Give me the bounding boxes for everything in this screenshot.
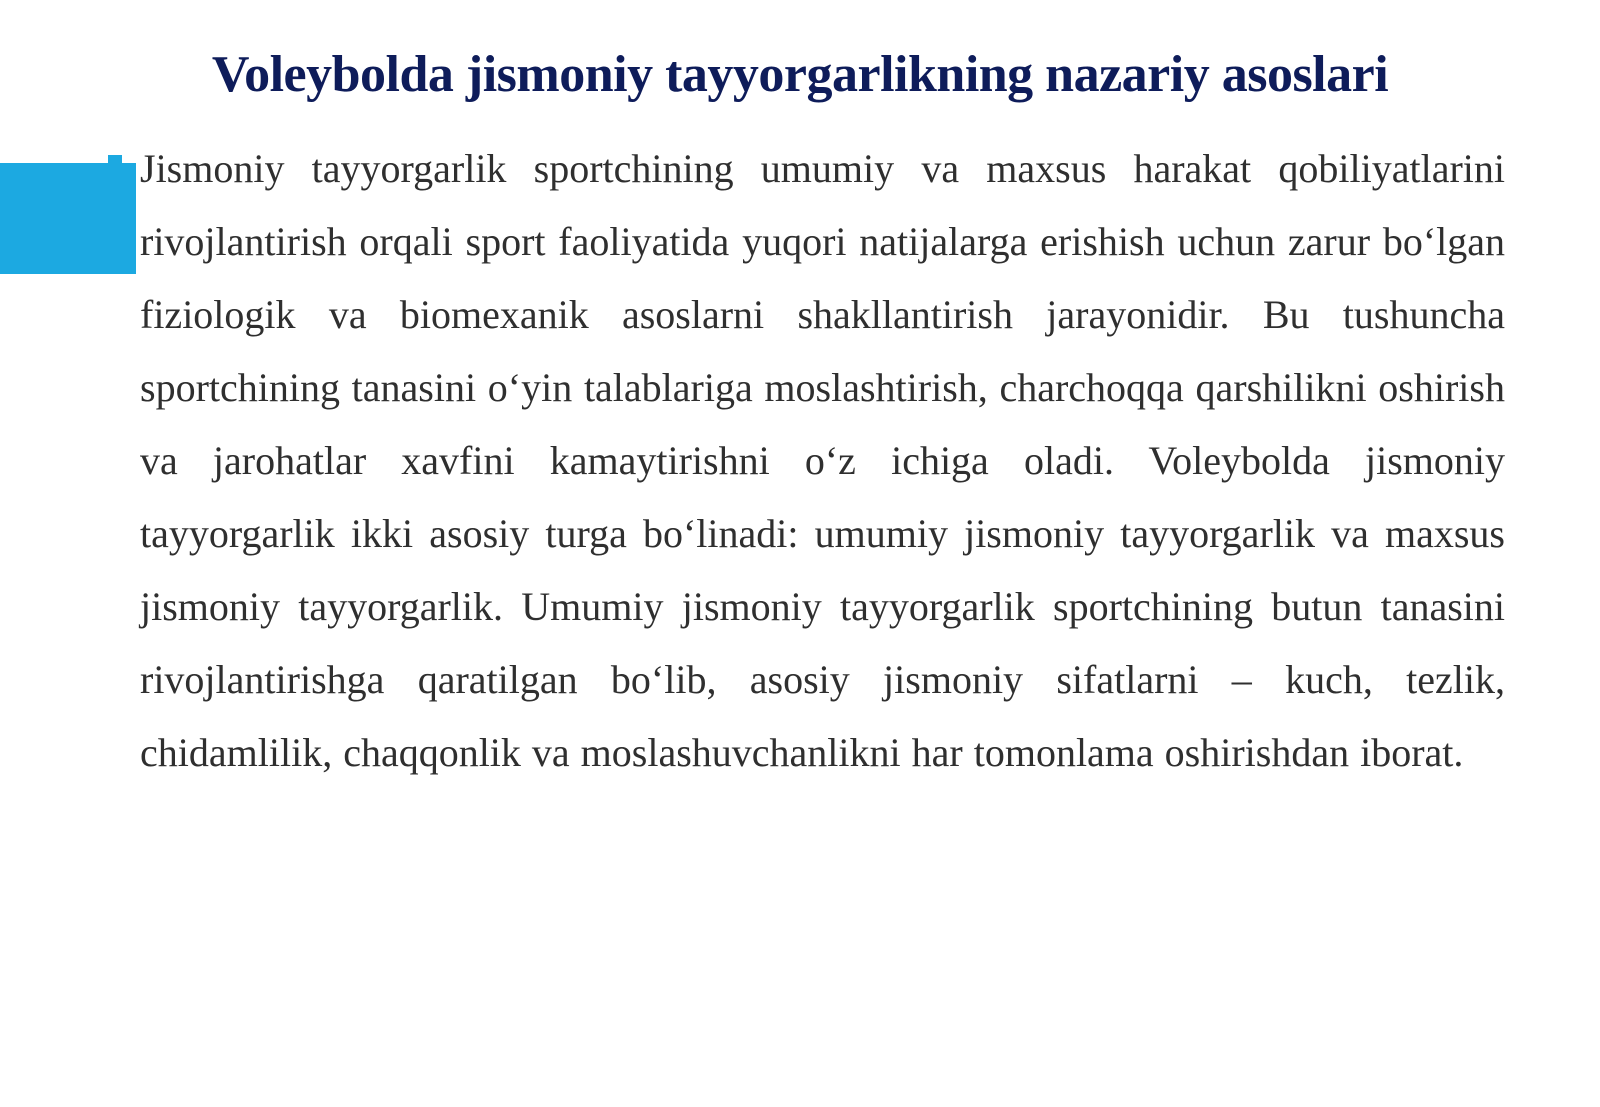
body-paragraph: Jismoniy tayyorgarlik sportchining umumiy va maxsus harakat qobiliyatlarini rivojlantirish orqali sport faoliyatida yuqori natijalarga erishish uchun zarur bo‘lgan fiziologik va biomexanik asoslarni shakllantirish jarayonidir. Bu tushuncha sportchining tanasini o‘yin talablariga moslashtirish, charchoqqa qarshilikni oshirish va jarohatlar xavfini kamaytirishni o‘z ichiga oladi. Voleybolda jismoniy tayyorgarlik ikki asosiy turga bo‘linadi: umumiy jismoniy tayyorgarlik va maxsus jismoniy tayyorgarlik. Umumiy jismoniy tayyorgarlik sportchining butun tanasini rivojlantirishga qaratilgan bo‘lib, asosiy jismoniy sifatlarni – kuch, tezlik, chidamlilik, chaqqonlik va moslashuvchanlikni har tomonlama oshirishdan iborat. — [140, 146, 1505, 775]
bullet-marker-icon — [108, 155, 122, 167]
accent-block — [0, 163, 136, 274]
slide-title: Voleybolda jismoniy tayyorgarlikning nazariy asoslari — [211, 46, 1389, 103]
